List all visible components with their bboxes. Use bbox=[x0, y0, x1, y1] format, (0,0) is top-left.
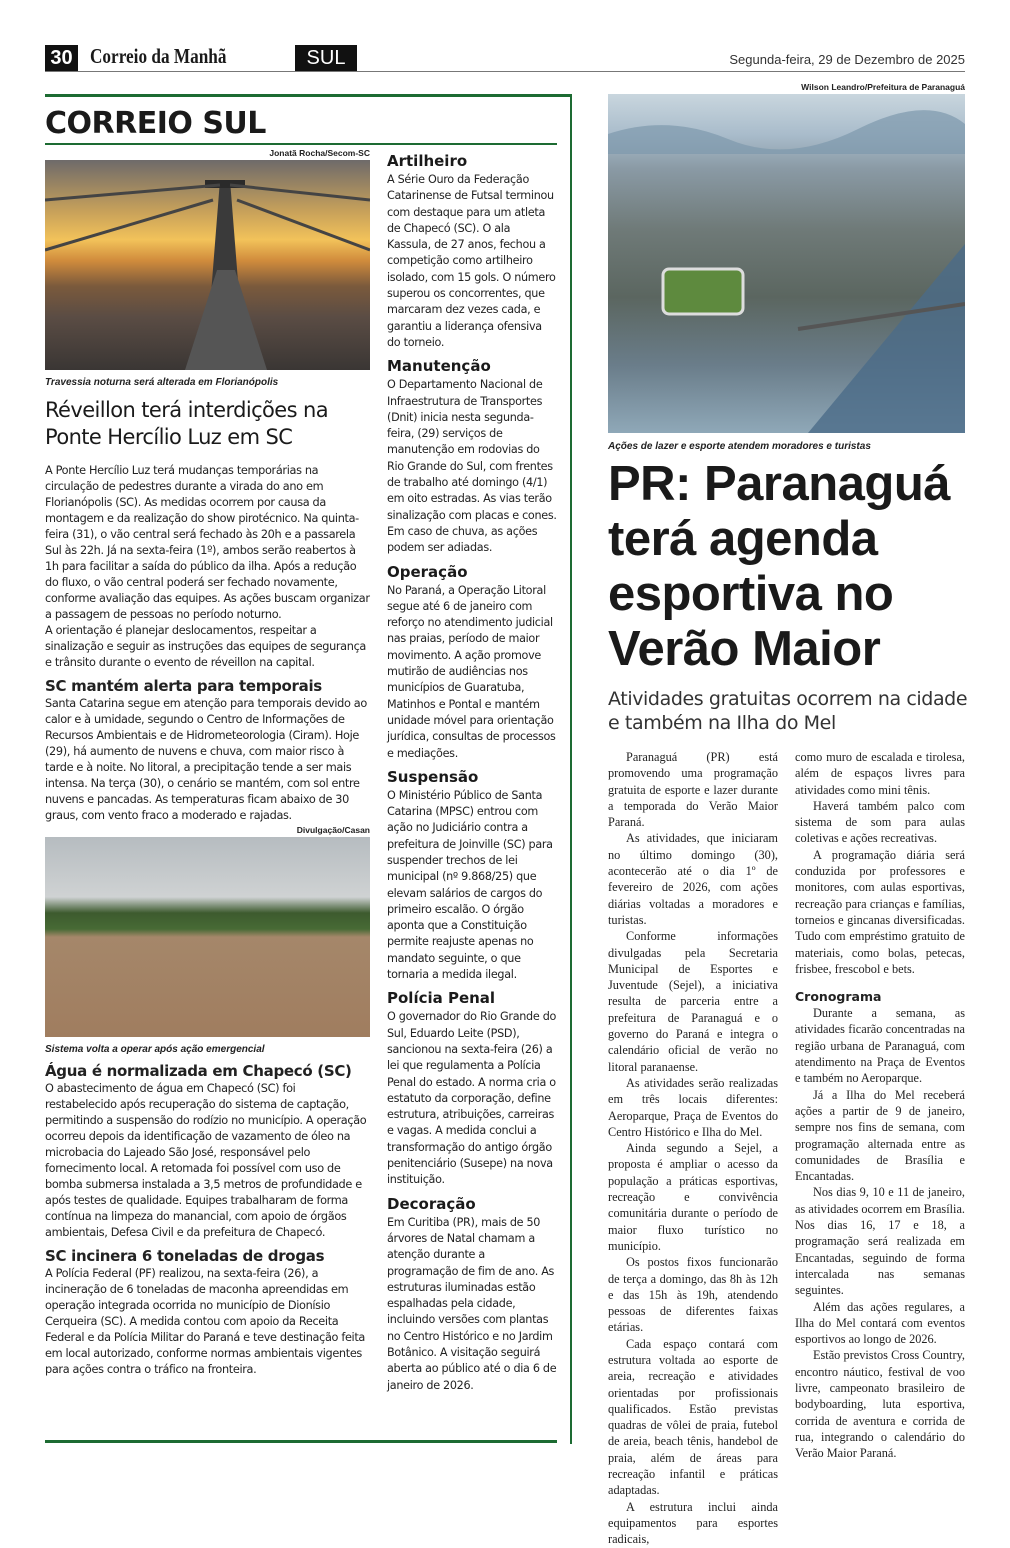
brief-body: No Paraná, a Operação Litoral segue até 6 de janeiro com reforço no atendimento judicial nas praias, período de maior movimento. A ação promove mutirão de audiências nos municípios de Guaratuba, Matinhos e Pontal e mantém unidade móvel para orientação jurídica, consultas de processos e mediações. bbox=[387, 583, 556, 760]
subheadline: SC incinera 6 toneladas de drogas bbox=[45, 1247, 325, 1265]
paragraph: As atividades, que iniciaram no último domingo (30), acontecerão até o dia 1º de fevereiro de 2026, com ações diárias voltadas a moradores e turistas. bbox=[608, 831, 778, 927]
paragraph: Santa Catarina segue em atenção para temporais devido ao calor e à umidade, segundo o Centro de Informações de Recursos Ambientais e de Hidrometeorologia (Ciram). Hoje (29), há aumento de nuvens e chuva, com maior risco à tarde e à noite. No litoral, a precipitação tende a ser mais intensa. Na terça (30), o cenário se mantém, com sol entre nuvens e pancadas. As temperaturas ficam abaixo de 30 graus, com vento fraco a moderado e rajadas. bbox=[45, 697, 367, 822]
article-body bbox=[45, 463, 370, 824]
paragraph: Haverá também palco com sistema de som para aulas coletivas e ações recreativas. bbox=[795, 798, 965, 846]
subheadline: Água é normalizada em Chapecó (SC) bbox=[45, 1062, 352, 1080]
photo-credit: Wilson Leandro/Prefeitura de Paranaguá bbox=[801, 82, 965, 92]
brief-body: O Ministério Público de Santa Catarina (MPSC) entrou com ação no Judiciário contra a prefeitura de Joinville (SC) para suspender trechos de lei municipal (nº 9.868/25) que elevam salários de cargos do primeiro escalão. O órgão aponta que a Constituição permite reajuste apenas no mandato seguinte, o que tornaria a medida ilegal. bbox=[387, 788, 553, 982]
paragraph: A Ponte Hercílio Luz terá mudanças temporárias na circulação de pedestres durante a virada do ano em Florianópolis (SC). As medidas ocorrem por causa da montagem e da realização do show pirotécnico. Na quinta-feira (31), o vão central será fechado às 20h e a passarela Sul às 22h. Já na sexta-feira (1º), ambos serão reabertos à 1h para facilitar a saída do público da ilha. Após a redução do fluxo, o vão central poderá ser fechado novamente, conforme avaliação das equipes. As ações buscam organizar a passagem de pessoas no período noturno. bbox=[45, 464, 370, 621]
bridge-illustration bbox=[45, 160, 370, 370]
paragraph: Os postos fixos funcionarão de terça a domingo, das 8h às 12h e das 15h às 19h, atendendo pessoas de diferentes faixas etárias. bbox=[608, 1255, 778, 1335]
paragraph: A programação diária será conduzida por professores e monitores, com aulas esportivas, recreação para crianças e famílias, torneios e gincanas diversificadas. Tudo com empréstimo gratuito de materiais, como bolas, petecas, frisbee, frescobol e bets. bbox=[795, 847, 965, 976]
paragraph: A orientação é planejar deslocamentos, respeitar a sinalização e seguir as instruções das equipes de segurança e trânsito durante o evento de réveillon na capital. bbox=[45, 624, 366, 669]
photo-caption: Ações de lazer e esporte atendem moradores e turistas bbox=[608, 441, 871, 452]
header-rule bbox=[45, 71, 965, 72]
river-photo bbox=[45, 837, 370, 1037]
photo-caption: Travessia noturna será alterada em Florianópolis bbox=[45, 377, 279, 388]
main-headline: PR: Paranaguá terá agenda esportiva no Verão Maior bbox=[608, 457, 951, 676]
brief-title: Operação bbox=[387, 562, 468, 581]
paragraph: As atividades serão realizadas em três locais diferentes: Aeroparque, Praça de Eventos do Centro Histórico e Ilha do Mel. bbox=[608, 1075, 778, 1139]
paragraph: Durante a semana, as atividades ficarão concentradas na região urbana de Paranaguá, com atendimento na Praça de Eventos e também no Aeroparque. bbox=[795, 1006, 965, 1086]
brief-body: Em Curitiba (PR), mais de 50 árvores de Natal chamam a atenção durante a programação de fim de ano. As estruturas iluminadas estão espalhadas pela cidade, incluindo versões com plantas no Centro Histórico e no Jardim Botânico. A visitação seguirá aberta ao público até o dia 6 de janeiro de 2026. bbox=[387, 1215, 557, 1392]
brief-body: O governador do Rio Grande do Sul, Eduardo Leite (PSD), sancionou na sexta-feira (26) a lei que regulamenta a Polícia Penal do estado. A norma cria o estatuto da corporação, define estrutura, atribuições, carreiras e vagas. A medida conclui a transformação do antigo órgão penitenciário (Susepe) na nova instituição. bbox=[387, 1010, 557, 1187]
section-kicker: CORREIO SUL bbox=[45, 106, 266, 141]
brief-title: Artilheiro bbox=[387, 152, 468, 170]
paragraph: como muro de escalada e tirolesa, além de espaços livres para atividades como mini tênis. bbox=[795, 750, 965, 797]
photo-credit: Divulgação/Casan bbox=[296, 825, 370, 835]
aerial-illustration bbox=[608, 94, 965, 433]
section-label: SUL bbox=[295, 45, 357, 71]
paragraph: Estão previstos Cross Country, encontro náutico, festival de voo livre, campeonato brasileiro de bodyboarding, luta esportiva, corrida de aventura e corrida de rua, integrando o calendário do Verão Maior Paraná. bbox=[795, 1348, 965, 1461]
briefs-column bbox=[387, 152, 557, 1394]
brief-title: Suspensão bbox=[387, 767, 479, 786]
newspaper-logo: Correio da Manhã bbox=[90, 44, 227, 68]
article-column-1 bbox=[608, 749, 778, 1548]
paragraph: Já a Ilha do Mel receberá ações a partir de 9 de janeiro, sempre nos fins de semana, com programação alternada entre as comunidades de Brasília e Encantadas. bbox=[795, 1087, 965, 1184]
issue-date: Segunda-feira, 29 de Dezembro de 2025 bbox=[729, 52, 965, 67]
article-column-2 bbox=[795, 749, 965, 1548]
photo-credit: Jonatã Rocha/Secom-SC bbox=[269, 148, 370, 158]
paragraph: A estrutura inclui ainda equipamentos para esportes radicais, bbox=[608, 1499, 778, 1547]
article-columns bbox=[608, 749, 970, 1548]
main-article bbox=[608, 82, 970, 1548]
brief-body: A Série Ouro da Federação Catarinense de Futsal terminou com destaque para um atleta de Chapecó (SC). O ala Kassula, de 27 anos, fechou a competição como artilheiro isolado, com 15 gols. O número superou os concorrentes, que marcaram dez vezes cada, e garantiu a liderança ofensiva do torneio. bbox=[387, 173, 556, 349]
paragraph: Conforme informações divulgadas pela Secretaria Municipal de Esportes e Juventude (Sejel), a iniciativa resulta de parceria entre a prefeitura de Paranaguá e o governo do Paraná e integra o calendário oficial de verão no litoral paranaense. bbox=[608, 929, 778, 1074]
bridge-photo bbox=[45, 160, 370, 370]
paragraph: A Polícia Federal (PF) realizou, na sexta-feira (26), a incineração de 6 toneladas de maconha apreendidas em operação integrada ocorrida no município de Dionísio Cerqueira (SC). A medida contou com apoio da Receita Federal e da Polícia Militar do Paraná e teve destinação feita em local autorizado, conforme normas ambientais vigentes para ações contra o tráfico na fronteira. bbox=[45, 1267, 365, 1376]
brief-title: Manutenção bbox=[387, 357, 491, 376]
section-box-right bbox=[570, 94, 572, 1444]
page-number: 30 bbox=[45, 45, 78, 71]
paragraph: Ainda segundo a Sejel, a proposta é ampliar o acesso da população a práticas esportivas, recreação e convivência comunitária durante o período de maior fluxo turístico no município. bbox=[608, 1141, 778, 1253]
headline: Réveillon terá interdições na Ponte Hercílio Luz em SC bbox=[45, 398, 329, 449]
article-body bbox=[45, 1062, 370, 1378]
paragraph: Além das ações regulares, a Ilha do Mel contará com eventos esportivos ao longo de 2026. bbox=[795, 1299, 965, 1347]
photo-caption: Sistema volta a operar após ação emergencial bbox=[45, 1044, 265, 1055]
paragraph: Paranaguá (PR) está promovendo uma programação gratuita de esporte e lazer durante a temporada do Verão Maior Paraná. bbox=[608, 750, 778, 830]
brief-title: Polícia Penal bbox=[387, 989, 496, 1008]
subheadline: Atividades gratuitas ocorrem na cidade e também na Ilha do Mel bbox=[608, 688, 968, 734]
kicker-rule bbox=[45, 143, 557, 145]
paragraph: O abastecimento de água em Chapecó (SC) foi restabelecido após recuperação do sistema de captação, permitindo a suspensão do rodízio no município. A operação ocorreu depois da identificação de vazamento de óleo na microbacia do Lajeado São José, responsável pelo fornecimento local. A retomada foi possível com uso de bomba submersa instalada a 3,5 metros de profundidade e após testes de qualidade. Equipes trabalharam de forma contínua na limpeza do manancial, com apoio de órgãos ambientais, Defesa Civil e da prefeitura de Chapecó. bbox=[45, 1082, 367, 1239]
section-box-bottom bbox=[45, 1440, 557, 1443]
left-column bbox=[45, 148, 370, 1378]
section-subtitle: Cronograma bbox=[795, 989, 882, 1005]
brief-title: Decoração bbox=[387, 1194, 476, 1213]
paragraph: Cada espaço contará com estrutura voltada ao esporte de areia, recreação e atividades orientadas por profissionais qualificados. Estão previstas quadras de vôlei de praia, futebol de areia, beach tênis, handebol de praia, além de áreas para recreação infantil e práticas adaptadas. bbox=[608, 1336, 778, 1498]
subheadline: SC mantém alerta para temporais bbox=[45, 677, 322, 695]
brief-body: O Departamento Nacional de Infraestrutura de Transportes (Dnit) inicia nesta segunda-feira, (29) serviços de manutenção em rodovias do Rio Grande do Sul, com frentes de trabalho até domingo (4/1) em oito estradas. As vias terão sinalização com placas e cones. Em caso de chuva, as ações podem ser adiadas. bbox=[387, 378, 557, 555]
section-box-top bbox=[45, 94, 572, 97]
paragraph: Nos dias 9, 10 e 11 de janeiro, as atividades ocorrem em Brasília. Nos dias 16, 17 e 18, a programação será realizada em Encantadas, seguindo de forma intercalada nas semanas seguintes. bbox=[795, 1185, 965, 1298]
aerial-city-photo bbox=[608, 94, 965, 433]
